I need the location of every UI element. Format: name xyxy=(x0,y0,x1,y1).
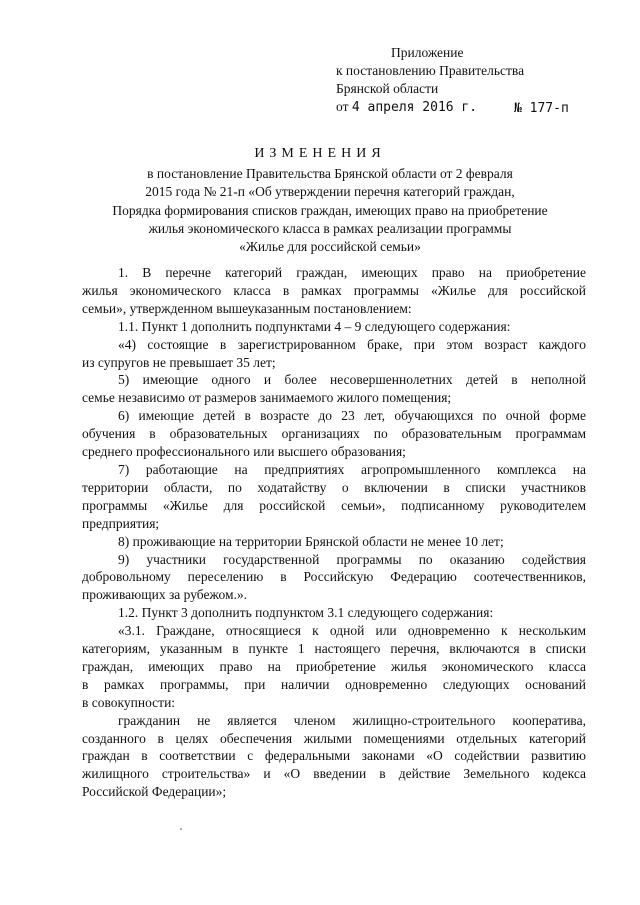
scan-speck xyxy=(180,828,182,830)
text-line: 1. В перечне категорий граждан, имеющих право на приобретение xyxy=(118,265,586,280)
subpoint-5 xyxy=(82,371,586,407)
text-line: в совокупности: xyxy=(82,694,176,710)
subpoint-7 xyxy=(82,461,586,533)
text-line: программы «Жилье для российской семьи», подписанному руководителем xyxy=(82,497,586,513)
text-line: 8) проживающие на территории Брянской области не менее 10 лет; xyxy=(118,533,504,549)
text-line: 7) работающие на предприятиях агропромышленного комплекса на xyxy=(118,461,586,477)
text-line: семье независимо от размеров занимаемого жилого помещения; xyxy=(82,390,452,406)
text-line: территории области, по ходатайству о включении в списки участников xyxy=(82,479,586,495)
text-line: жилищного строительства» и «О введении в действие Земельного кодекса xyxy=(82,766,586,782)
text-line: граждан, имеющих право на приобретение жилья экономического класса xyxy=(82,658,586,674)
annex-line-2: к постановлению Правительства xyxy=(336,63,525,78)
text-line: предприятия; xyxy=(82,515,160,531)
subpoint-4 xyxy=(82,336,586,372)
text-line: 1.1. Пункт 1 дополнить подпунктами 4 – 9 следующего содержания: xyxy=(118,318,511,334)
text-line: граждан в соответствии с федеральными законами «О содействии развитию xyxy=(82,748,586,764)
text-line: семьи», утвержденном вышеуказанным постановлением: xyxy=(82,300,412,316)
text-line: обучения в образовательных организациях по образовательным программам xyxy=(82,426,586,442)
paragraph-1-2 xyxy=(82,604,586,622)
text-line: добровольному переселению в Российскую Федерацию соотечественников, xyxy=(82,569,586,585)
annex-number: № 177-п xyxy=(514,101,569,116)
annex-date-value: 4 апреля 2016 г. xyxy=(351,100,478,115)
document-subtitle xyxy=(60,165,600,256)
subtitle-line: «Жилье для российской семьи» xyxy=(239,239,421,255)
text-line: из супругов не превышает 35 лет; xyxy=(82,354,276,370)
annex-line-3: Брянской области xyxy=(336,81,439,96)
paragraph-1 xyxy=(82,264,586,318)
text-line: 1.2. Пункт 3 дополнить подпунктом 3.1 следующего содержания: xyxy=(118,605,494,621)
text-line: «3.1. Граждане, относящиеся к одной или одновременно к нескольким xyxy=(118,623,586,639)
subpoint-8 xyxy=(82,533,586,551)
subpoint-3-1 xyxy=(82,622,586,712)
text-line: проживающих за рубежом.». xyxy=(82,587,248,603)
text-line: среднего профессионального или высшего образования; xyxy=(82,444,406,460)
subtitle-line: 2015 года № 21-п «Об утверждении перечня категорий граждан, xyxy=(145,184,515,200)
text-line: в рамках программы, при наличии одновременно следующих оснований xyxy=(82,676,586,692)
subtitle-line: в постановление Правительства Брянской области от 2 февраля xyxy=(147,166,513,181)
document-body xyxy=(82,264,586,801)
subtitle-line: жилья экономического класса в рамках реализации программы xyxy=(148,220,512,236)
condition-paragraph xyxy=(82,712,586,802)
text-line: 5) имеющие одного и более несовершеннолетних детей в неполной xyxy=(118,372,586,388)
subpoint-6 xyxy=(82,407,586,461)
text-line: 9) участники государственной программы по оказанию содействия xyxy=(118,551,586,567)
subtitle-line: Порядка формирования списков граждан, имеющих право на приобретение xyxy=(112,202,548,218)
text-line: категориям, указанным в пункте 1 настоящего перечня, включаются в списки xyxy=(82,641,586,657)
subpoint-9 xyxy=(82,551,586,605)
text-line: гражданин не является членом жилищно-строительного кооператива, xyxy=(118,712,586,728)
text-line: «4) состоящие в зарегистрированном браке, при этом возраст каждого xyxy=(118,336,586,352)
annex-date-prefix: от xyxy=(336,99,349,114)
text-line: жилья экономического класса в рамках программы «Жилье для российской xyxy=(82,282,586,298)
annex-line-1: Приложение xyxy=(391,45,464,60)
text-line: созданного в целях обеспечения жилыми помещениями отдельных категорий xyxy=(82,730,586,746)
document-title: ИЗМЕНЕНИЯ xyxy=(254,146,386,161)
paragraph-1-1 xyxy=(82,318,586,336)
annex-block xyxy=(336,44,569,117)
text-line: 6) имеющие детей в возрасте до 23 лет, обучающихся по очной форме xyxy=(118,408,586,424)
annex-date-line xyxy=(336,98,524,117)
text-line: Российской Федерации»; xyxy=(82,784,227,800)
